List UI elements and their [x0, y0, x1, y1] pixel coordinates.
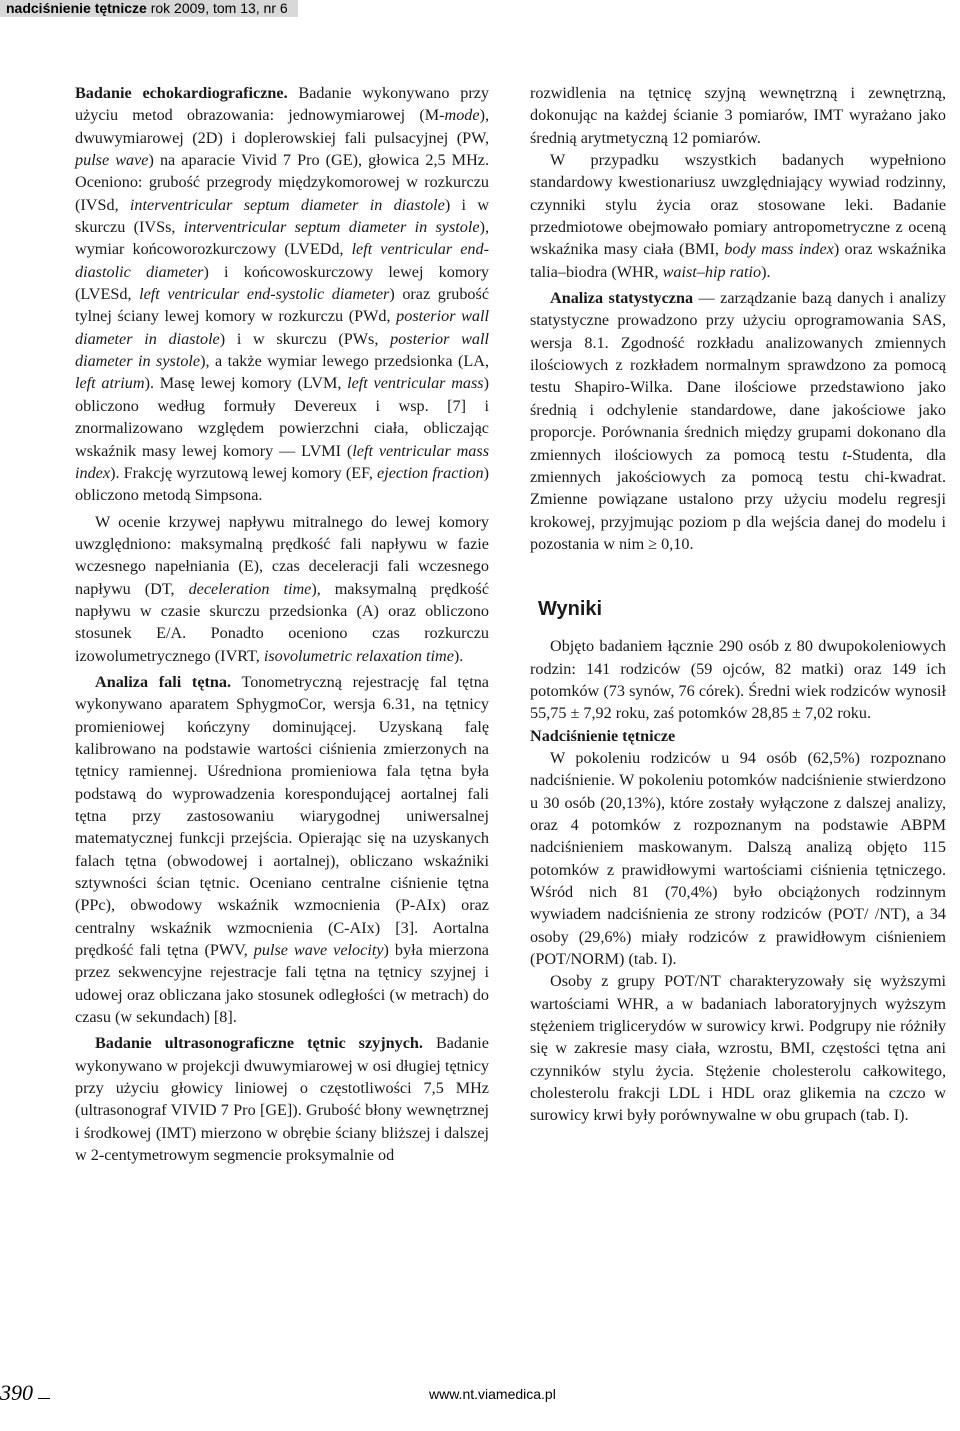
run-text: ). — [761, 262, 771, 281]
run-term: pulse wave velocity — [253, 941, 384, 960]
run-text: ), dwuwymiarowej (2D) i doplerowskiej fali pulsacyjnej (PW, — [75, 106, 489, 147]
run-term: t — [842, 445, 847, 464]
paragraph-group-comparison — [530, 970, 946, 1126]
run-term: waist–hip ratio — [662, 262, 762, 281]
run-text: -Studenta, dla zmiennych jakościowych za pomocą testu chi-kwadrat. Zmienne powiązane ustalono przy użyciu modelu regresji krokowej, przyjmując poziom p dla wejścia danej do modelu i pozostania w nim ≥ 0,10. — [530, 445, 946, 553]
paragraph-echocardiography — [75, 82, 489, 507]
run-heading: Badanie echokardiograficzne. — [75, 84, 288, 102]
run-text: ) oraz wskaźnika talia–biodra (WHR, — [530, 240, 947, 281]
run-text: ) i końcowoskurczowy lewej komory (LVESd, — [75, 262, 489, 304]
run-term: interventricular septum diameter in diastole — [129, 195, 445, 214]
run-term: left ventricular mass — [347, 374, 484, 393]
run-text: Badanie wykonywano w projekcji dwuwymiarowej w osi długiej tętnicy przy użyciu głowicy liniowej o częstotliwości 7,5 MHz (ultrasonograf VIVID 7 Pro [GE]). Grubość błony wewnętrznej i środkowej (IMT) mierzono w obrębie ściany bliższej i dalszej w 2-centymetrowym segmencie proksymalnie od — [75, 1034, 489, 1165]
run-text: Osoby z grupy POT/NT charakteryzowały się wyższymi wartościami WHR, a w badaniach laboratoryjnych wyższym stężeniem triglicerydów w surowicy krwi. Podgrupy nie różniły się w zakresie masy ciała, wzrostu, BMI, częstości tętna ani czynników stylu życia. Stężenie cholesterolu całkowitego, cholesterolu frakcji LDL i HDL oraz glikemia na czczo w surowicy krwi były porównywalne w obu grupach (tab. I). — [530, 972, 946, 1125]
journal-issue: rok 2009, tom 13, nr 6 — [150, 0, 288, 16]
run-term: pulse wave — [75, 151, 149, 170]
run-text: Tonometryczną rejestrację fal tętna wykonywano aparatem SphygmoCor, wersja 6.31, na tętnicy promieniowej kończyny dominującej. Uzyskaną falę kalibrowano na podstawie wartości ciśnienia zmierzonych na tętnicy ramiennej. Uśredniona promieniowa fala tętna była podstawą do wyprowadzenia korespondującej aortalnej fali tętna przy zastosowaniu wiarygodnej uniwersalnej matematycznej funkcji przejścia. Opierając się na uzyskanych falach tętna (obwodowej i aortalnej), obliczano wskaźniki sztywności ścian tętnic. Oceniano centralne ciśnienie tętna (PPc), obwodowy wskaźnik wzmocnienia (P-AIx) oraz centralny wskaźnik wzmocnienia (C-AIx) [3]. Aortalna prędkość fali tętna (PWV, — [75, 672, 489, 960]
run-text: ), maksymalną prędkość napływu w czasie skurczu przedsionka (A) oraz obliczono stosunek E/A. Ponadto oceniono czas rozkurczu izowolumetrycznego (IVRT, — [75, 579, 490, 665]
run-term: left ventricular end-systolic diameter — [139, 285, 390, 304]
run-text: ) na aparacie Vivid 7 Pro (GE), głowica 2,5 MHz. Oceniono: grubość przegrody międzykomorowej w rozkurczu (IVSd, — [75, 151, 489, 214]
run-text: ). — [453, 646, 464, 665]
journal-name: nadciśnienie tętnicze — [6, 0, 147, 16]
run-term: posterior wall diameter in diastole — [75, 307, 489, 348]
run-heading: Analiza statystyczna — [550, 289, 694, 308]
run-text: ). Frakcję wyrzutową lewej komory (EF, — [110, 463, 378, 482]
subheading-hypertension: Nadciśnienie tętnicze — [530, 726, 676, 745]
run-term: left atrium — [75, 374, 145, 393]
paragraph-mitral-inflow — [75, 511, 489, 667]
run-text: ), wymiar końcoworozkurczowy (LVEDd, — [75, 218, 489, 259]
run-text: — zarządzanie bazą danych i analizy statystyczne prowadzono przy użyciu oprogramowania SAS, wersja 8.1. Zgodność rozkładu analizowanych zmiennych ilościowych z rozkładem normalnym sprawdzono za pomocą testu Shapiro-Wilka. Dane ilościowe przedstawiono jako średnią i odchylenie standardowe, dane jakościowe jako proporcje. Porównania średnich między grupami dokonano dla zmiennych ilościowych za pomocą testu — [530, 289, 947, 464]
paragraph-questionnaire — [530, 149, 946, 283]
run-text: W ocenie krzywej napływu mitralnego do lewej komory uwzględniono: maksymalną prędkość fali napływu w fazie wczesnego napełniania (E), czas deceleracji fali wczesnego napływu (DT, — [75, 512, 489, 598]
run-text: Badanie wykonywano przy użyciu metod obrazowania: jednowymiarowej (M- — [75, 84, 489, 125]
run-heading: Badanie ultrasonograficzne tętnic szyjnych. — [95, 1034, 423, 1053]
run-text: W przypadku wszystkich badanych wypełniono standardowy kwestionariusz uwzględniający wywiad rodzinny, czynniki stylu życia oraz stosowane leki. Badanie przedmiotowe obejmowało pomiary antropometryczne z oceną wskaźnika masy ciała (BMI, — [530, 151, 946, 259]
run-text: ) obliczono metodą Simpsona. — [75, 463, 489, 505]
run-text: rozwidlenia na tętnicę szyjną wewnętrzną i zewnętrzną, dokonując na każdej ścianie 3 pomiarów, IMT wyrażano jako średnią arytmetyczną 12 pomiarów. — [530, 84, 946, 147]
run-term: ejection fraction — [377, 463, 484, 482]
run-term: isovolumetric relaxation time — [263, 646, 454, 665]
paragraph-imt-continued — [530, 82, 946, 149]
run-term: interventricular septum diameter in systole — [183, 218, 480, 237]
run-term: left ventricular end-diastolic diameter — [75, 240, 489, 281]
journal-header — [0, 0, 298, 17]
run-term: mode — [444, 106, 480, 125]
paragraph-statistics — [530, 287, 946, 555]
left-column — [75, 82, 489, 1167]
paragraph-pulse-wave-analysis — [75, 671, 489, 1029]
run-text: ), a także wymiar lewego przedsionka (LA, — [200, 352, 489, 371]
run-heading: Analiza fali tętna. — [95, 672, 232, 691]
run-text: ) obliczono według formuły Devereux i wsp. [7] i znormalizowano względem powierzchni ciała, obliczając wskaźnik masy lewej komory — LVMI ( — [75, 374, 489, 460]
section-title-results: Wyniki — [538, 598, 603, 621]
run-text: ) i w skurczu (PWs, — [219, 329, 391, 348]
run-text: W pokoleniu rodziców u 94 osób (62,5%) rozpoznano nadciśnienie. W pokoleniu potomków nadciśnienie stwierdzono u 30 osób (20,13%), które zostały wyłączone z dalszej analizy, oraz 4 potomków z rozpoznanym na podstawie ABPM nadciśnieniem maskowanym. Dalszą analizą objęto 115 potomków z prawidłowymi wartościami ciśnienia tętniczego. Wśród nich 81 (70,4%) było obciążonych rodzinnym wywiadem nadciśnienia ze strony rodziców (POT/ /NT), a 34 osoby (29,6%) miały rodziców z prawidłowym ciśnieniem (POT/NORM) (tab. I). — [530, 748, 946, 969]
right-column — [530, 82, 946, 1127]
run-text: ) była mierzona przez sekwencyjne rejestracje fali tętna na tętnicy szyjnej i udowej oraz obliczana jako stosunek odległości (w metrach) do czasu (w sekundach) [8]. — [75, 941, 489, 1027]
run-term: left ventricular mass index — [75, 441, 489, 482]
run-text: ) oraz grubość tylnej ściany lewej komory w rozkurczu (PWd, — [75, 285, 490, 326]
footer-url: www.nt.viamedica.pl — [429, 1386, 556, 1402]
paragraph-study-population — [530, 635, 946, 724]
run-term: deceleration time — [188, 579, 312, 598]
paragraph-hypertension-prevalence — [530, 747, 946, 970]
paragraph-carotid-ultrasound — [75, 1032, 489, 1166]
run-text: ) i w skurczu (IVSs, — [75, 195, 490, 237]
run-text: Objęto badaniem łącznie 290 osób z 80 dwupokoleniowych rodzin: 141 rodziców (59 ojców, 82 matki) oraz 149 ich potomków (73 synów, 76 córek). Średni wiek rodziców wynosił 55,75 ± 7,92 roku, zaś potomków 28,85 ± 7,02 roku. — [530, 637, 946, 723]
footer-rule — [38, 1398, 50, 1399]
run-text: ). Masę lewej komory (LVM, — [144, 374, 348, 393]
run-term: posterior wall diameter in systole — [75, 329, 490, 371]
run-term: body mass index — [724, 240, 834, 259]
page-number: 390 — [0, 1380, 33, 1405]
